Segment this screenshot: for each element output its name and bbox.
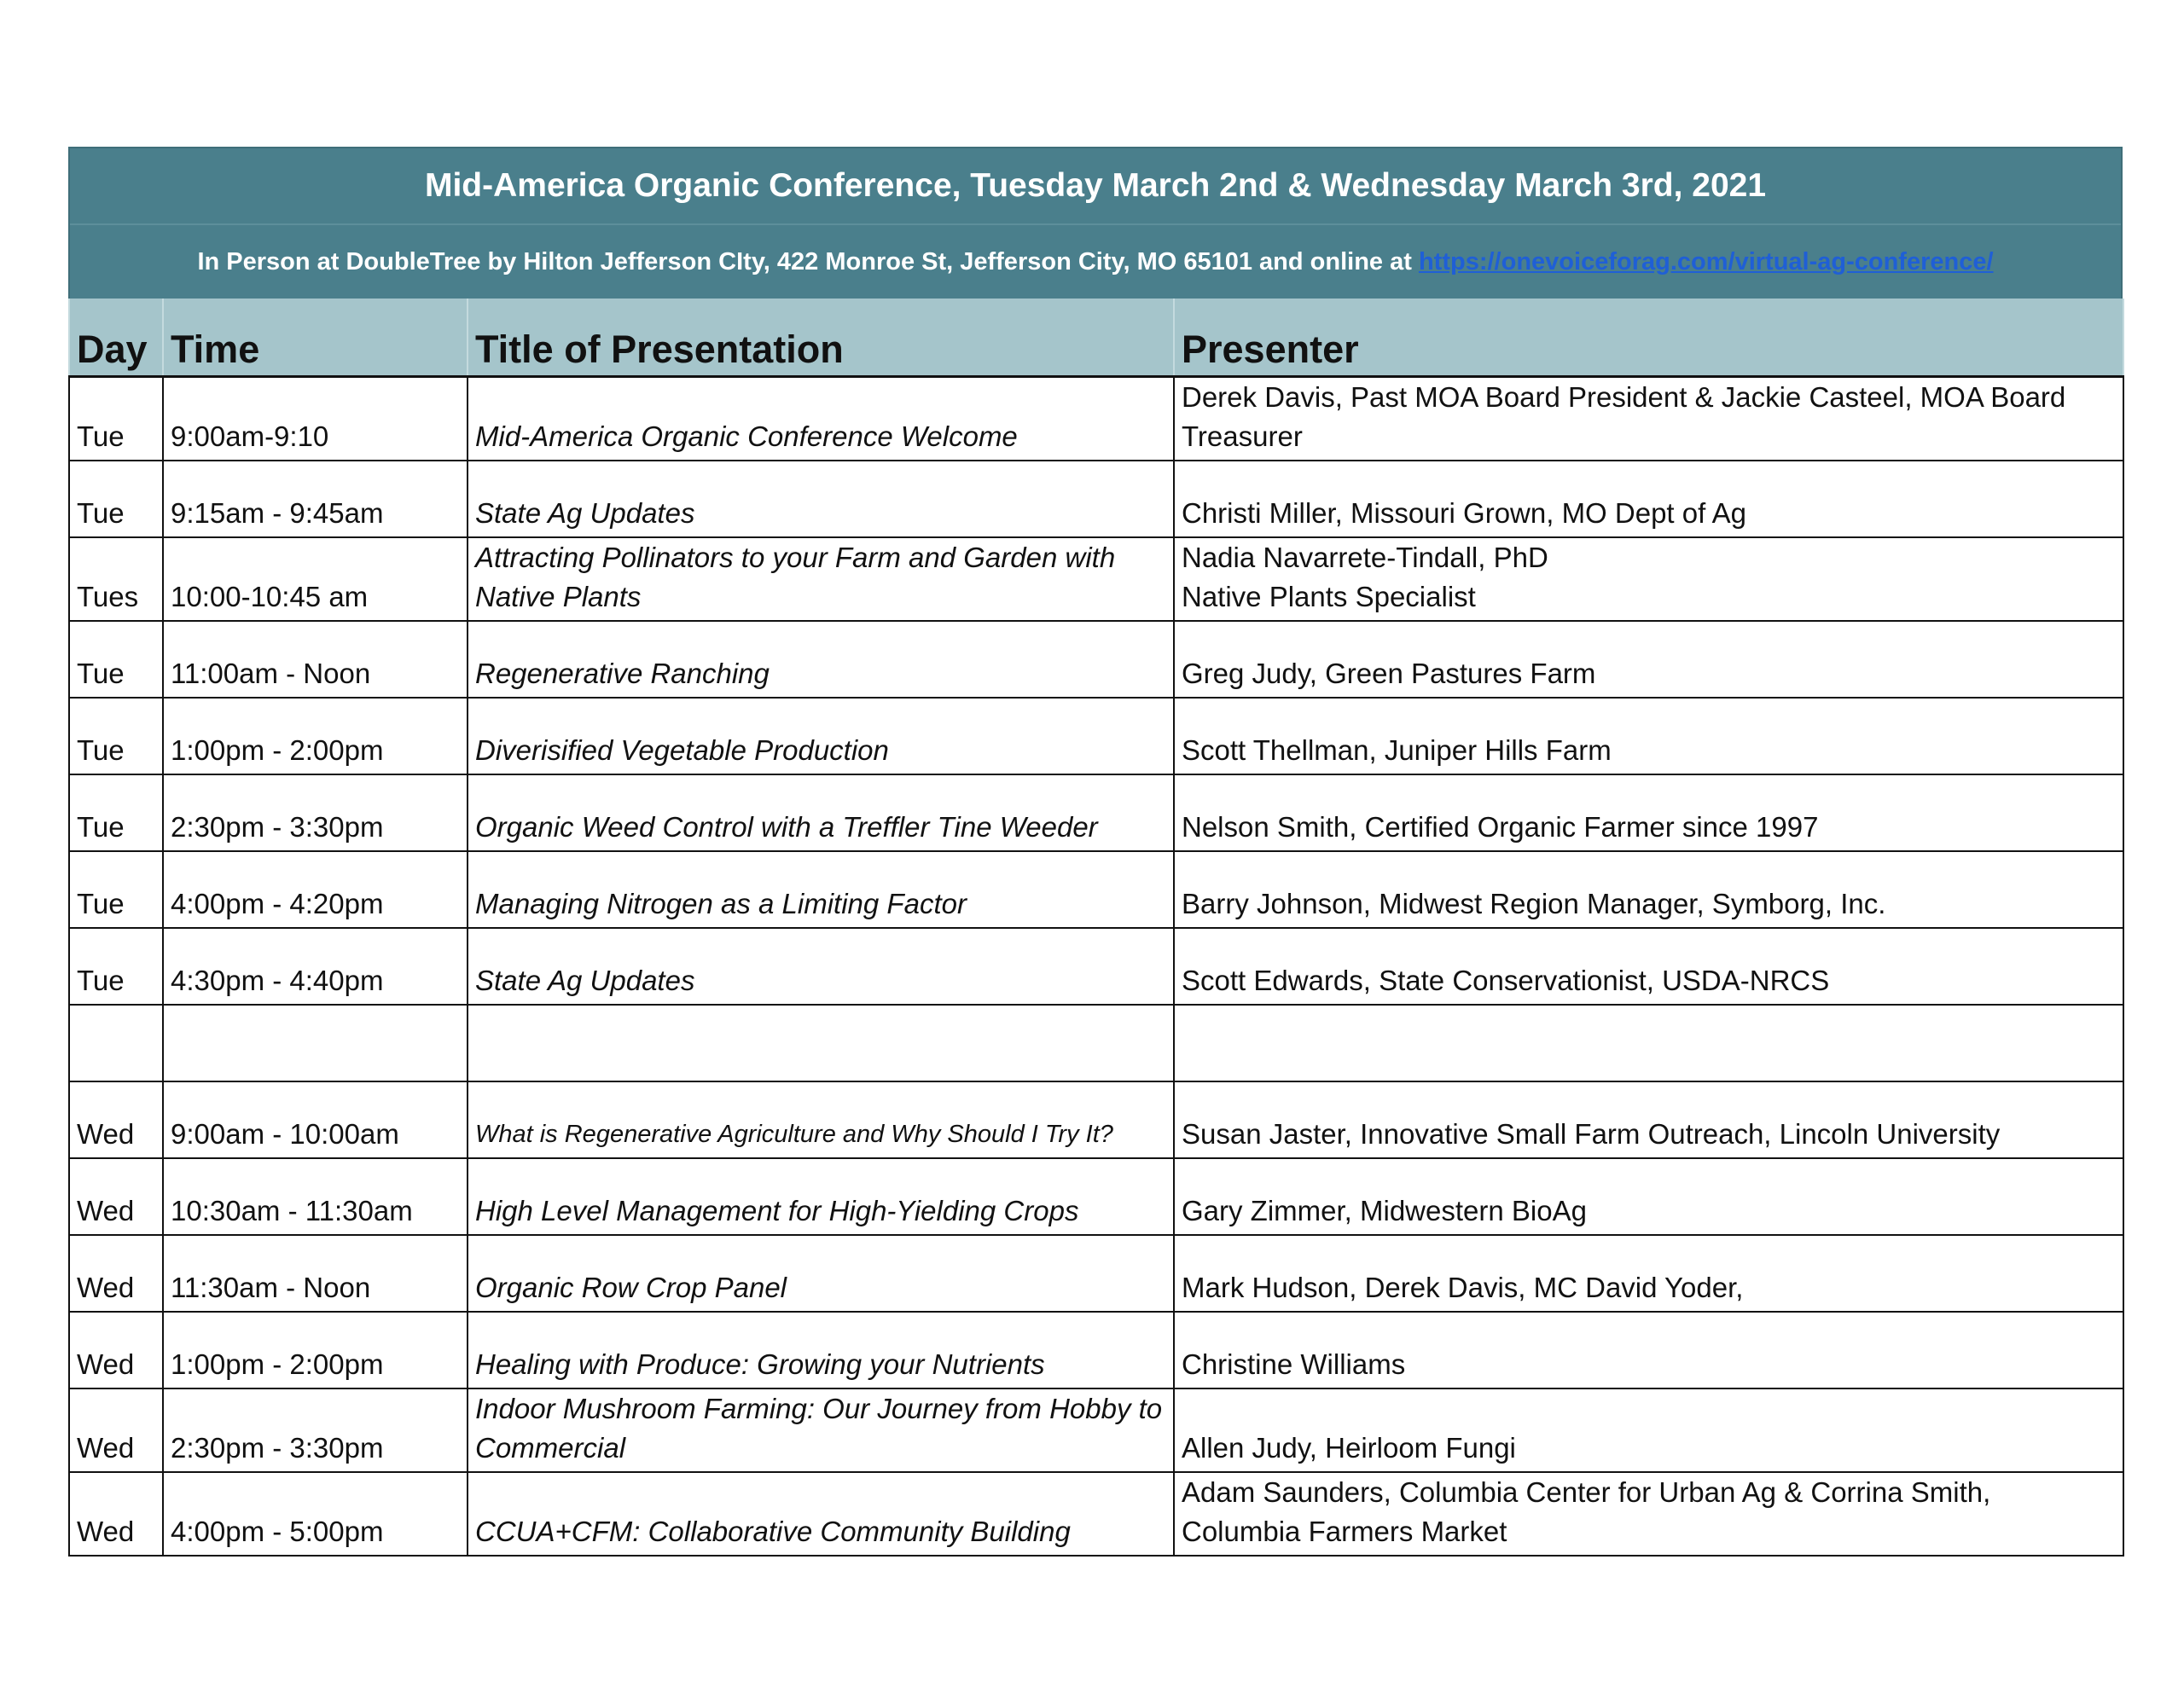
cell-day: Wed [69,1235,163,1312]
table-row [69,1312,2123,1388]
cell-presenter: Adam Saunders, Columbia Center for Urban Ag & Corrina Smith, Columbia Farmers Market [1174,1472,2123,1556]
cell-presenter: Allen Judy, Heirloom Fungi [1174,1388,2123,1472]
cell-presenter: Derek Davis, Past MOA Board President & Jackie Casteel, MOA Board Treasurer [1174,377,2123,461]
cell-title: Managing Nitrogen as a Limiting Factor [468,851,1174,928]
schedule-sheet [68,147,2123,1557]
cell-time: 1:00pm - 2:00pm [163,1312,468,1388]
table-row [69,621,2123,698]
cell-title: Diverisified Vegetable Production [468,698,1174,774]
cell-time: 4:00pm - 4:20pm [163,851,468,928]
header-presenter: Presenter [1174,299,2123,377]
schedule-table [68,299,2124,1557]
cell-time [163,1005,468,1081]
cell-day: Tue [69,621,163,698]
cell-time: 10:00-10:45 am [163,537,468,621]
banner [68,147,2123,299]
table-row [69,851,2123,928]
cell-presenter: Nelson Smith, Certified Organic Farmer since 1997 [1174,774,2123,851]
table-row [69,1235,2123,1312]
header-row [69,299,2123,377]
table-row [69,928,2123,1005]
table-row [69,774,2123,851]
cell-day: Wed [69,1081,163,1158]
cell-time: 4:00pm - 5:00pm [163,1472,468,1556]
cell-day: Tue [69,851,163,928]
table-row [69,1388,2123,1472]
header-time: Time [163,299,468,377]
cell-time: 11:30am - Noon [163,1235,468,1312]
cell-time: 10:30am - 11:30am [163,1158,468,1235]
cell-title: Attracting Pollinators to your Farm and Garden with Native Plants [468,537,1174,621]
cell-presenter: Gary Zimmer, Midwestern BioAg [1174,1158,2123,1235]
table-row [69,1081,2123,1158]
cell-presenter: Mark Hudson, Derek Davis, MC David Yoder, [1174,1235,2123,1312]
conference-title: Mid-America Organic Conference, Tuesday March 2nd & Wednesday March 3rd, 2021 [70,148,2121,225]
table-row-empty [69,1005,2123,1081]
cell-title: High Level Management for High-Yielding Crops [468,1158,1174,1235]
cell-day [69,1005,163,1081]
cell-time: 11:00am - Noon [163,621,468,698]
venue-text: In Person at DoubleTree by Hilton Jefferson CIty, 422 Monroe St, Jefferson City, MO 65101 and online at [197,248,1412,275]
cell-day: Tue [69,698,163,774]
cell-presenter: Christi Miller, Missouri Grown, MO Dept of Ag [1174,461,2123,537]
header-day: Day [69,299,163,377]
table-row [69,1158,2123,1235]
cell-day: Wed [69,1472,163,1556]
cell-presenter: Barry Johnson, Midwest Region Manager, Symborg, Inc. [1174,851,2123,928]
table-row [69,1472,2123,1556]
cell-day: Tue [69,461,163,537]
table-row [69,461,2123,537]
cell-time: 2:30pm - 3:30pm [163,774,468,851]
cell-day: Tues [69,537,163,621]
cell-time: 2:30pm - 3:30pm [163,1388,468,1472]
cell-time: 1:00pm - 2:00pm [163,698,468,774]
cell-day: Wed [69,1158,163,1235]
table-row [69,698,2123,774]
cell-title: Mid-America Organic Conference Welcome [468,377,1174,461]
cell-day: Tue [69,774,163,851]
cell-title: State Ag Updates [468,928,1174,1005]
cell-title [468,1005,1174,1081]
venue-line [70,225,2121,299]
header-title: Title of Presentation [468,299,1174,377]
table-row [69,537,2123,621]
cell-title: Indoor Mushroom Farming: Our Journey from Hobby to Commercial [468,1388,1174,1472]
cell-day: Tue [69,928,163,1005]
cell-presenter: Christine Williams [1174,1312,2123,1388]
cell-time: 9:00am - 10:00am [163,1081,468,1158]
cell-day: Wed [69,1312,163,1388]
cell-presenter: Scott Edwards, State Conservationist, USDA-NRCS [1174,928,2123,1005]
cell-time: 4:30pm - 4:40pm [163,928,468,1005]
cell-day: Wed [69,1388,163,1472]
cell-title: CCUA+CFM: Collaborative Community Building [468,1472,1174,1556]
cell-title: What is Regenerative Agriculture and Why Should I Try It? [468,1081,1174,1158]
cell-presenter: Susan Jaster, Innovative Small Farm Outreach, Lincoln University [1174,1081,2123,1158]
cell-presenter [1174,1005,2123,1081]
cell-day: Tue [69,377,163,461]
table-row [69,377,2123,461]
cell-presenter: Scott Thellman, Juniper Hills Farm [1174,698,2123,774]
cell-title: Healing with Produce: Growing your Nutrients [468,1312,1174,1388]
cell-title: Organic Weed Control with a Treffler Tine Weeder [468,774,1174,851]
cell-presenter: Greg Judy, Green Pastures Farm [1174,621,2123,698]
cell-title: Regenerative Ranching [468,621,1174,698]
schedule-body [69,377,2123,1557]
conference-link[interactable]: https://onevoiceforag.com/virtual-ag-conference/ [1418,248,1994,275]
cell-title: Organic Row Crop Panel [468,1235,1174,1312]
cell-presenter: Nadia Navarrete-Tindall, PhD Native Plants Specialist [1174,537,2123,621]
cell-time: 9:00am-9:10 [163,377,468,461]
cell-title: State Ag Updates [468,461,1174,537]
cell-time: 9:15am - 9:45am [163,461,468,537]
